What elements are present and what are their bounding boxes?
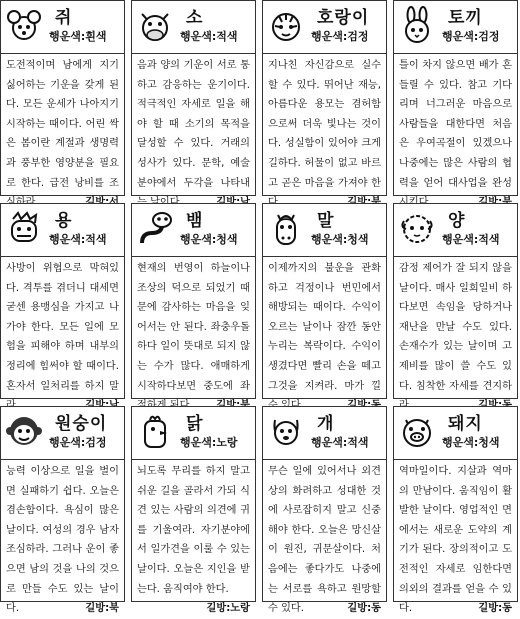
zodiac-name: 닭 [186,414,204,434]
lucky-color: 행운색:노랑 [180,436,238,449]
card-header [394,1,517,51]
zodiac-name: 쥐 [55,8,73,28]
fortune-text: 현재의 번영이 하늘이나 조상의 덕으로 되었기 때문에 감사하는 마음을 잊어서는 안 된다. 좌충우돌하다 일이 뜻대로 되지 않는 수가 많다. 애매하게 시작하다보면 중도에 좌 [137,263,250,392]
card-header [394,407,517,457]
card-header [263,204,386,254]
lucky-color: 행운색:적색 [311,436,369,449]
lucky-color: 행운색:적색 [442,233,500,246]
fortune-text: 무슨 일에 있어서나 외견상의 화려하고 성대한 것에 사로잡히지 말고 신중해야 한다. 오늘은 망신살이 원진, 귀문살이다. 처음에는 좋다가도 나중에는 서로를 욕하고 원망할 수 있다. [268,466,381,615]
fortune-body [132,53,255,195]
zodiac-card [0,0,125,196]
lucky-color: 행운색:청색 [311,233,369,246]
snake-icon [136,209,174,247]
zodiac-card [131,0,256,196]
rat-icon [5,6,43,44]
ox-icon [136,6,174,44]
zodiac-card [0,203,125,399]
fortune-text: 이제까지의 불운을 관화하고 걱정이나 번민에서 해방되는 때이다. 수익이 오르는 날이나 잠깐 동안 누리는 복락이다. 수익이 생겼다면 빨리 손을 떼고 그것을 지켜라. 마가 낄 [268,263,381,392]
card-header [132,407,255,457]
dragon-icon [5,209,43,247]
tiger-icon [267,6,305,44]
card-header [1,204,124,254]
zodiac-name: 토끼 [448,8,483,28]
fortune-text: 지나친 자신감으로 실수할 수 있다. 뛰어난 재능, 아름다운 용모는 겸허함으로써 더욱 빛나는 것이다. 성실함이 있어야 크게 길하다. 허물이 없고 바르고 곧은 마음을 가져야 한 [268,60,381,189]
dog-icon [267,412,305,450]
horse-icon [267,209,305,247]
monkey-icon [5,412,43,450]
card-header [394,204,517,254]
fortune-text: 사방이 위협으로 막혀있다. 격투를 겪더니 대세면 굳센 용맹심을 가지고 나가야 한다. 모든 일에 모험을 피해야 하며 내부의 정리에 힘써야 할 때이다. 혼자서 일처리를 하지 말 [6,263,119,392]
card-header [1,1,124,51]
fortune-body [263,256,386,398]
fortune-text: 감정 제어가 잘 되지 않을 날이다. 매사 일희일비 하다보면 속임을 당하거나 재난을 만날 수도 있다. 손재수가 있는 날이며 고제비를 많이 쓸 수도 있다. 침착한 자세를 견지하 [399,263,512,392]
fortune-body [1,53,124,195]
zodiac-card [262,203,387,399]
zodiac-card [131,203,256,399]
fortune-body [394,459,517,615]
zodiac-card [393,0,518,196]
lucky-direction: 길방:동 [478,603,512,615]
fortune-text: 역마일이다. 지살과 역마의 만남이다. 움직임이 활발한 날이다. 영업적인 면에서는 새로운 도약의 계기가 된다. 장의적이고 도전적인 자세로 임한다면 의외의 결과를 얻을 수 있다. [399,466,512,615]
rabbit-icon [398,6,436,44]
fortune-body [394,53,517,195]
zodiac-card [262,406,387,615]
zodiac-card [0,406,125,615]
fortune-text: 틀이 차지 않으면 배가 흔들릴 수 있다. 참고 기다리며 너그러운 마음으로 사람들을 대한다면 처음은 우여곡절이 있겠으나 나중에는 많은 사람의 협력을 얻어 대사업을 완성 [399,60,512,189]
lucky-color: 행운색:검정 [442,30,500,43]
zodiac-name: 양 [448,211,466,231]
lucky-color: 행운색:검정 [311,30,369,43]
card-header [132,1,255,51]
zodiac-name: 원숭이 [55,414,108,434]
lucky-color: 행운색:청색 [442,436,500,449]
lucky-direction: 길방:북 [85,603,119,615]
zodiac-name: 소 [186,8,204,28]
zodiac-name: 개 [317,414,335,434]
zodiac-name: 뱀 [186,211,204,231]
fortune-body [263,459,386,615]
zodiac-name: 용 [55,211,73,231]
rooster-icon [136,412,174,450]
lucky-color: 행운색:청색 [180,233,238,246]
lucky-direction: 길방:노랑 [206,603,250,615]
card-header [263,407,386,457]
card-header [263,1,386,51]
fortune-body [394,256,517,398]
fortune-body [263,53,386,195]
zodiac-name: 호랑이 [317,8,370,28]
fortune-text: 음과 양의 기운이 서로 통하고 감응하는 운기이다. 적극적인 자세로 일을 해야 할 때 소기의 목적을 달성할 수 있다. 거래의 성사가 있다. 문학, 예술 분야에서 두각을 나타내 [137,60,250,189]
fortune-text: 능력 이상으로 일을 벌이면 실패하기 쉽다. 오늘은 겸손함이다. 욕심이 많은 날이다. 여성의 경우 남자 조심하라. 그러나 운이 좋으면 남의 것을 나의 것으로 만들 수도 있는 날이다. [6,466,119,615]
fortune-text: 도전적이며 남에게 지기 싫어하는 기운을 갖게 된다. 모든 운세가 나아지기 시작하는 때이다. 어린 싹은 봄이란 계절과 생명력과 풍부한 영양분을 필요로 한다. 급전 낭비를 조 [6,60,119,189]
fortune-body [132,459,255,615]
zodiac-card [393,406,518,615]
lucky-color: 행운색:흰색 [49,30,107,43]
card-header [1,407,124,457]
lucky-color: 행운색:검정 [49,436,107,449]
sheep-icon [398,209,436,247]
zodiac-name: 돼지 [448,414,483,434]
zodiac-card [393,203,518,399]
fortune-body [132,256,255,398]
lucky-color: 행운색:적색 [49,233,107,246]
fortune-text: 뇌도록 무리를 하지 말고 쉬운 길을 골라서 가되 식견 있는 사람의 의견에 귀를 기울여라. 자기분야에서 일가견을 이룰 수 있는 날이다. 오늘은 지인을 받는다. 움직여야 한다. [137,466,250,595]
zodiac-card [131,406,256,615]
pig-icon [398,412,436,450]
lucky-direction: 길방:동 [347,603,381,615]
card-header [132,204,255,254]
zodiac-card [262,0,387,196]
fortune-body [1,459,124,615]
lucky-color: 행운색:적색 [180,30,238,43]
fortune-body [1,256,124,398]
zodiac-name: 말 [317,211,335,231]
